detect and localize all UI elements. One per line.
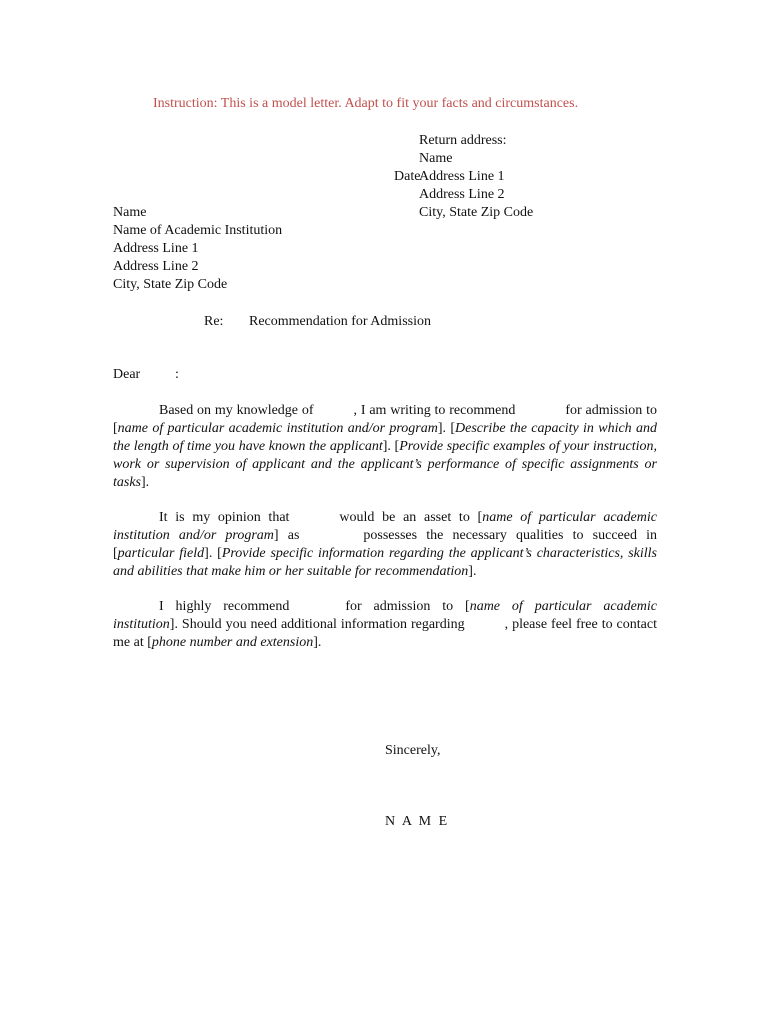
p2-text-g: ]. [ [204, 546, 222, 561]
return-address-line2: Address Line 2 [419, 187, 505, 202]
p2-text-e: possesses the necessary qualities to succeed in [ [113, 528, 657, 561]
closing-sincerely: Sincerely, [385, 743, 441, 758]
p2-placeholder-program: name of particular academic institution and/or program [113, 510, 657, 543]
return-address-block [419, 132, 533, 222]
re-subject: Recommendation for Admission [249, 314, 431, 329]
paragraph-3 [113, 598, 657, 652]
instruction-note: Instruction: This is a model letter. Adapt to fit your facts and circumstances. [153, 96, 579, 111]
p2-text-b: would be an asset to [ [339, 510, 483, 525]
p1-text-a: Based on my knowledge of [159, 403, 314, 418]
p3-text-g: ]. [313, 635, 322, 650]
paragraph-2 [113, 509, 657, 581]
p3-placeholder-institution: name of particular academic institution [113, 599, 658, 632]
return-address-heading: Return address: [419, 133, 507, 148]
return-address-line1: Address Line 1 [419, 169, 505, 184]
signature-name: N A M E [385, 814, 450, 829]
p2-placeholder-characteristics: Provide specific information regarding the applicant’s characteristics, skills and abilities that make him or her suitable for recommendation [113, 546, 658, 579]
recipient-line1: Address Line 1 [113, 241, 199, 256]
recipient-institution: Name of Academic Institution [113, 223, 283, 238]
p2-placeholder-field: particular field [117, 546, 205, 561]
p1-text-c: for admission to [ [113, 403, 657, 436]
p3-text-b: for admission to [ [345, 599, 470, 614]
p1-text-i: ]. [141, 475, 150, 490]
p3-placeholder-phone: phone number and extension [151, 635, 314, 650]
date-label: Date [394, 169, 421, 184]
paragraph-1 [113, 402, 657, 492]
recipient-line2: Address Line 2 [113, 259, 199, 274]
p2-text-i: ]. [468, 564, 477, 579]
p2-text-a: It is my opinion that [159, 510, 290, 525]
p1-text-b: , I am writing to recommend [353, 403, 516, 418]
re-label: Re: [204, 314, 224, 329]
salutation-dear: Dear [113, 367, 141, 382]
recipient-name: Name [113, 205, 147, 220]
p1-placeholder-program: name of particular academic institution and/or program [117, 421, 438, 436]
p2-text-d: ] as [273, 528, 300, 543]
p3-text-a: I highly recommend [159, 599, 290, 614]
p1-placeholder-examples: Provide specific examples of your instruction, work or supervision of applicant and the applicant’s performance of specific assignments or tasks [113, 439, 657, 490]
return-address-name: Name [419, 151, 453, 166]
recipient-city: City, State Zip Code [113, 277, 228, 292]
return-address-city: City, State Zip Code [419, 205, 534, 220]
p3-text-e: , please feel free to contact me at [ [113, 617, 657, 650]
p3-text-d: ]. Should you need additional information regarding [169, 617, 465, 632]
recipient-address-block [113, 204, 282, 294]
salutation-colon: : [175, 367, 179, 382]
p1-text-g: ]. [ [382, 439, 400, 454]
p1-text-e: ]. [ [437, 421, 455, 436]
p1-placeholder-capacity: Describe the capacity in which and the length of time you have known the applicant [113, 421, 657, 454]
